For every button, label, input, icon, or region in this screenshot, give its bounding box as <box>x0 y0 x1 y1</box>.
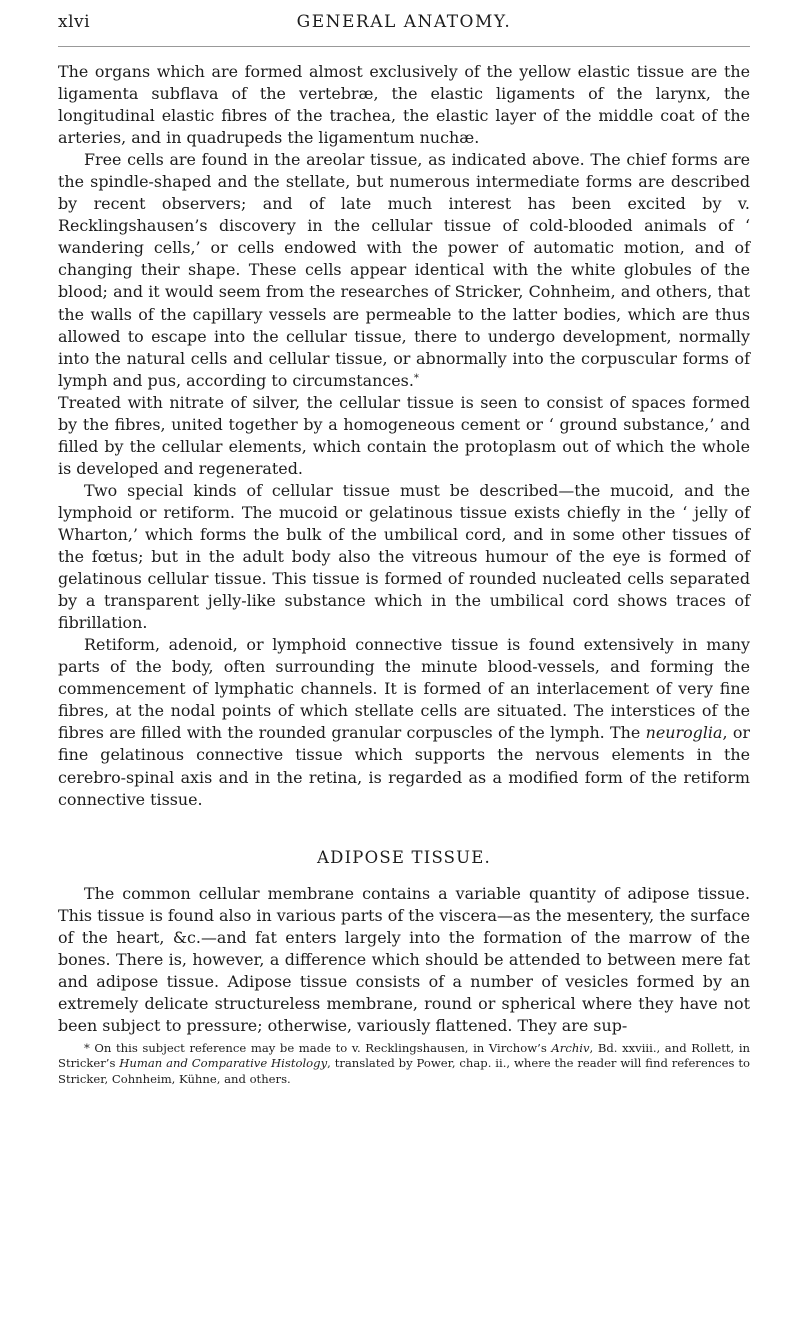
footnote-part-a: * On this subject reference may be made to v. Recklingshausen, in Virchow’s <box>84 1040 552 1055</box>
paragraph-retiform <box>58 634 750 810</box>
neuroglia-term: neuroglia <box>645 723 723 743</box>
footnote-part-b: , Bd. xxviii., and Rollett, in Stricker’s <box>58 1040 750 1071</box>
footnote-histology-title: Human and Comparative Histology <box>119 1056 328 1071</box>
paragraph-retiform-b: , or fine gelatinous connective tissue which supports the nervous elements in the cerebro-spinal axis and in the retina, is regarded as a modified form of the retiform connective tissue. <box>58 723 751 809</box>
section-heading: ADIPOSE TISSUE. <box>317 847 491 867</box>
body-text <box>58 61 750 1037</box>
page-number: xlvi <box>58 12 91 32</box>
paragraph-free-cells-text: Free cells are found in the areolar tissue, as indicated above. The chief forms are the spindle-shaped and the stellate, but numerous intermediate forms are described by recent observers; and of late much interest has been excited by v. Recklingshausen’s discovery in the cellular tissue of cold-blooded animals of ‘ wandering cells,’ or cells endowed with the power of automatic motion, and of changing their shape. These cells appear identical with the white globules of the blood; and it would seem from the researches of Stricker, Cohnheim, and others, that the walls of the capillary vessels are permeable to the latter bodies, which are thus allowed to escape into the cellular tissue, there to undergo development, normally into the natural cells and cellular tissue, or abnormally into the corpuscular forms of lymph and pus, according to circumstances. <box>58 150 750 390</box>
footnote-part-c: , translated by Power, chap. ii., where the reader will find references to Stricker, Cohnheim, Kühne, and others. <box>58 1056 750 1086</box>
footnote-marker: * <box>413 372 419 384</box>
running-header <box>58 6 750 47</box>
footnote-archiv: Archiv <box>551 1040 590 1055</box>
running-title: GENERAL ANATOMY. <box>296 12 512 32</box>
paragraph-elastic-organs: The organs which are formed almost exclusively of the yellow elastic tissue are the ligamenta subflava of the vertebræ, the elastic ligaments of the larynx, the longitudinal elastic fibres of the trachea, the elastic layer of the middle coat of the arteries, and in quadrupeds the ligamentum nuchæ. <box>58 62 750 148</box>
paragraph-silver-nitrate: Treated with nitrate of silver, the cellular tissue is seen to consist of spaces formed by the fibres, united together by a homogeneous cement or ‘ ground substance,’ and filled by the cellular elements, which contain the protoplasm out of which the whole is developed and regenerated. <box>58 392 750 478</box>
paragraph-retiform-a: Retiform, adenoid, or lymphoid connective tissue is found extensively in many parts of the body, often surrounding the minute blood-vessels, and forming the commencement of lymphatic channels. It is formed of an interlacement of very fine fibres, at the nodal points of which stellate cells are situated. The interstices of the fibres are filled with the rounded granular corpuscles of the lymph. The <box>58 635 750 743</box>
paragraph-adipose: The common cellular membrane contains a variable quantity of adipose tissue. This tissue is found also in various parts of the viscera—as the mesentery, the surface of the heart, &c.—and fat enters largely into the formation of the marrow of the bones. There is, however, a difference which should be attended to between mere fat and adipose tissue. Adipose tissue consists of a number of vesicles formed by an extremely delicate structureless membrane, round or spherical where they have not been subject to pressure; otherwise, variously flattened. They are sup- <box>58 883 750 1035</box>
paragraph-special-kinds: Two special kinds of cellular tissue must be described—the mucoid, and the lymphoid or retiform. The mucoid or gelatinous tissue exists chiefly in the ‘ jelly of Wharton,’ which forms the bulk of the umbilical cord, and in some other tissues of the fœtus; but in the adult body also the vitreous humour of the eye is formed of gelatinous cellular tissue. This tissue is formed of rounded nucleated cells separated by a transparent jelly-like substance which in the umbilical cord shows traces of fibrillation. <box>58 480 750 633</box>
paragraph-free-cells <box>58 149 750 392</box>
footnote <box>58 1041 750 1088</box>
